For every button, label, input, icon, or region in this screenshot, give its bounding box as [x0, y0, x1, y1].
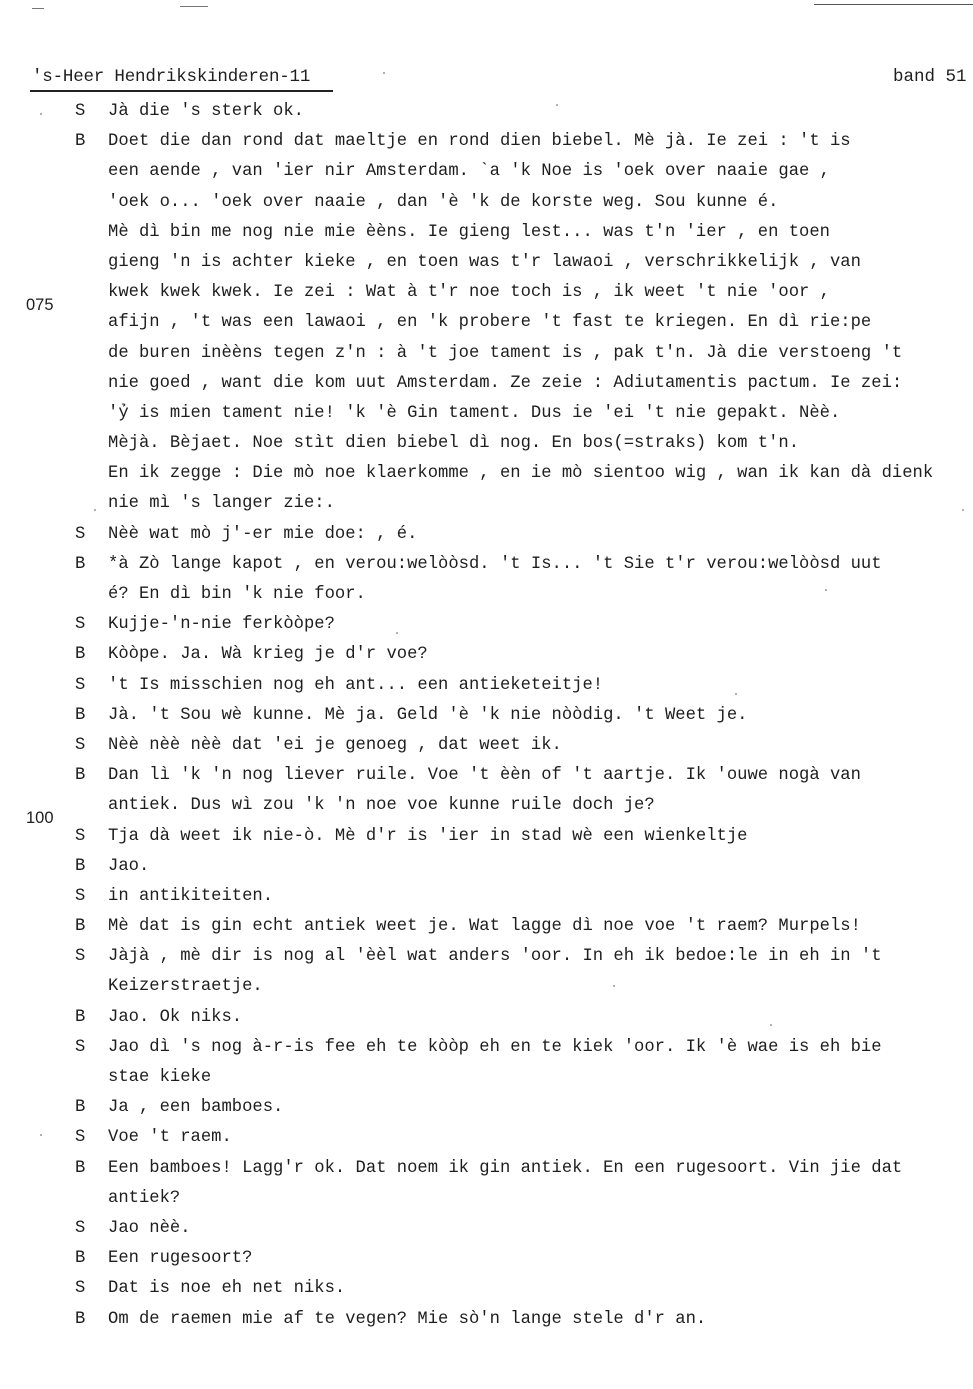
line-text: Mè dat is gin echt antiek weet je. Wat lagge dì noe voe 't raem? Murpels!: [108, 917, 861, 937]
scan-speck: [962, 509, 964, 511]
line-text: *à Zò lange kapot , en verou:welòòsd. 't Is... 't Sie t'r verou:welòòsd uut: [108, 554, 882, 574]
line-text: é? En dì bin 'k nie foor.: [108, 585, 366, 604]
speaker-label: B: [75, 1309, 86, 1329]
transcript-line: [0, 701, 973, 731]
transcript-line: [0, 1214, 973, 1244]
line-text: Jao.: [108, 856, 150, 876]
transcript-line: [0, 1033, 973, 1063]
line-text: Keizerstraetje.: [108, 977, 263, 997]
line-text: Tja dà weet ik nie-ò. Mè d'r is 'ier in stad wè een wienkeltje: [108, 826, 748, 846]
transcript-line: [0, 791, 973, 828]
line-text: stae kieke: [108, 1068, 212, 1087]
transcript-line: [0, 399, 973, 429]
line-text: Dat is noe eh net niks.: [108, 1279, 346, 1299]
speaker-label: B: [75, 645, 86, 665]
speaker-label: B: [75, 1249, 86, 1269]
transcript-line: [0, 127, 973, 157]
scan-mark: [32, 8, 44, 9]
transcript-line: [0, 640, 973, 670]
transcript-line: [0, 731, 973, 761]
transcript-line: [0, 761, 973, 791]
line-text: Mè dì bin me nog nie mie èèns. Ie gieng lest... was t'n 'ier , en toen: [108, 222, 830, 242]
speaker-label: B: [75, 856, 86, 876]
scan-speck: [396, 632, 398, 634]
transcript-line: [0, 852, 973, 882]
speaker-label: B: [75, 554, 86, 574]
line-text: afijn , 't was een lawaoi , en 'k probere 't fast te kriegen. En dì rie:pe: [108, 313, 872, 333]
speaker-label: S: [75, 886, 86, 906]
document-title: 's-Heer Hendrikskinderen-11: [32, 67, 311, 87]
speaker-label: S: [75, 102, 86, 121]
line-text: Ja , een bamboes.: [108, 1098, 284, 1118]
speaker-label: B: [75, 917, 86, 937]
transcript-line: [0, 459, 973, 489]
transcript-line: [0, 1154, 973, 1184]
speaker-label: S: [75, 1128, 86, 1148]
transcript-line: [0, 1305, 973, 1335]
line-text: Jà. 't Sou wè kunne. Mè ja. Geld 'è 'k nie nòòdig. 't Weet je.: [108, 705, 748, 725]
line-text: Nèè nèè nèè dat 'ei je genoeg , dat weet ik.: [108, 735, 562, 755]
line-text: Om de raemen mie af te vegen? Mie sò'n lange stele d'r an.: [108, 1309, 707, 1329]
transcript-line: [0, 1003, 973, 1033]
line-text: En ik zegge : Die mò noe klaerkomme , en ie mò sientoo wig , wan ik kan dà dienk: [108, 464, 934, 484]
scan-speck: [556, 104, 558, 106]
transcript-line: [0, 1063, 973, 1093]
speaker-label: B: [75, 1007, 86, 1027]
speaker-label: S: [75, 735, 86, 755]
transcript-line: [0, 912, 973, 942]
line-text: Jà die 's sterk ok.: [108, 102, 304, 121]
line-text: Kujje-'n-nie ferkòòpe?: [108, 615, 335, 635]
line-text: Jàjà , mè dir is nog al 'èèl wat anders 'oor. In eh ik bedoe:le in eh in 't: [108, 947, 882, 967]
speaker-label: B: [75, 766, 86, 786]
band-number: band 51: [893, 67, 967, 87]
line-text: nie mì 's langer zie:.: [108, 494, 335, 514]
line-text: Doet die dan rond dat maeltje en rond dien biebel. Mè jà. Ie zei : 't is: [108, 132, 851, 152]
title-underline: [30, 90, 333, 92]
transcript-line: [0, 580, 973, 610]
line-text: Jao. Ok niks.: [108, 1007, 243, 1027]
transcript-line: [0, 882, 973, 912]
scan-speck: [613, 985, 615, 987]
transcript-line: [0, 157, 973, 187]
speaker-label: S: [75, 826, 86, 846]
transcript-line: [0, 972, 973, 1002]
line-text: 'oek o... 'oek over naaie , dan 'è 'k de korste weg. Sou kunne é.: [108, 192, 779, 212]
transcript-line: [0, 610, 973, 640]
line-text: Nèè wat mò j'-er mie doe: , é.: [108, 524, 418, 544]
transcript-line: [0, 1123, 973, 1153]
transcript-line: [0, 520, 973, 550]
speaker-label: S: [75, 524, 86, 544]
line-text: de buren inèèns tegen z'n : à 't joe tament is , pak t'n. Jà die verstoeng 't: [108, 343, 903, 363]
line-text: in antikiteiten.: [108, 886, 274, 906]
line-text: Jao dì 's nog à-r-is fee eh te kòòp eh en te kiek 'oor. Ik 'è wae is eh bie: [108, 1037, 882, 1057]
speaker-label: B: [75, 705, 86, 725]
line-text: kwek kwek kwek. Ie zei : Wat à t'r noe toch is , ik weet 't nie 'oor ,: [108, 283, 830, 303]
transcript-line: [0, 550, 973, 580]
line-text: antiek. Dus wì zou 'k 'n noe voe kunne ruile doch je?: [108, 796, 655, 816]
speaker-label: S: [75, 1218, 86, 1238]
line-text: Kòòpe. Ja. Wà krieg je d'r voe?: [108, 645, 428, 665]
speaker-label: B: [75, 1098, 86, 1118]
transcript-line: [0, 369, 973, 399]
transcript-line: [0, 1184, 973, 1214]
transcript-line: [0, 489, 973, 519]
line-text: Dan lì 'k 'n nog liever ruile. Voe 't èèn of 't aartje. Ik 'ouwe nogà van: [108, 766, 861, 786]
line-text: 'ỷ is mien tament nie! 'k 'è Gin tament. Dus ie 'ei 't nie gepakt. Nèè.: [108, 403, 841, 423]
scan-speck: [94, 509, 96, 511]
line-text: Een rugesoort?: [108, 1249, 253, 1269]
scan-speck: [735, 693, 737, 695]
scan-speck: [40, 1134, 42, 1136]
line-text: een aende , van 'ier nir Amsterdam. `a 'k Noe is 'oek over naaie gae ,: [108, 162, 830, 182]
line-text: antiek?: [108, 1188, 181, 1208]
speaker-label: S: [75, 947, 86, 967]
scan-mark: [814, 4, 973, 5]
speaker-label: S: [75, 615, 86, 635]
transcript-body: [0, 97, 973, 1335]
line-text: Mèjà. Bèjaet. Noe stìt dien biebel dì nog. En bos(=straks) kom t'n.: [108, 434, 800, 454]
transcript-line: [0, 822, 973, 852]
transcript-line: [0, 308, 973, 338]
line-number: 075: [26, 296, 54, 315]
speaker-label: B: [75, 132, 86, 152]
transcript-line: [0, 1093, 973, 1123]
line-text: Jao nèè.: [108, 1218, 191, 1238]
speaker-label: B: [75, 1158, 86, 1178]
speaker-label: S: [75, 675, 86, 695]
scan-speck: [825, 589, 827, 591]
scan-mark: [180, 6, 208, 7]
transcript-line: [0, 339, 973, 369]
line-text: Voe 't raem.: [108, 1128, 232, 1148]
transcript-line: [0, 1244, 973, 1274]
transcript-line: [0, 278, 973, 315]
transcript-line: [0, 671, 973, 701]
transcript-line: [0, 188, 973, 218]
scan-speck: [770, 1024, 772, 1026]
transcript-line: [0, 218, 973, 248]
transcript-line: [0, 248, 973, 278]
speaker-label: S: [75, 1037, 86, 1057]
transcript-line: [0, 942, 973, 972]
scan-speck: [40, 113, 42, 115]
scan-speck: [383, 72, 385, 74]
line-text: nie goed , want die kom uut Amsterdam. Ze zeie : Adiutamentis pactum. Ie zei:: [108, 373, 903, 393]
transcript-line: [0, 1274, 973, 1304]
speaker-label: S: [75, 1279, 86, 1299]
line-text: Een bamboes! Lagg'r ok. Dat noem ik gin antiek. En een rugesoort. Vin jie dat: [108, 1158, 903, 1178]
line-text: gieng 'n is achter kieke , en toen was t'r lawaoi , verschrikkelijk , van: [108, 252, 861, 272]
transcript-line: [0, 429, 973, 459]
transcript-line: [0, 97, 973, 127]
line-number: 100: [26, 809, 54, 828]
line-text: 't Is misschien nog eh ant... een antieketeitje!: [108, 675, 604, 695]
